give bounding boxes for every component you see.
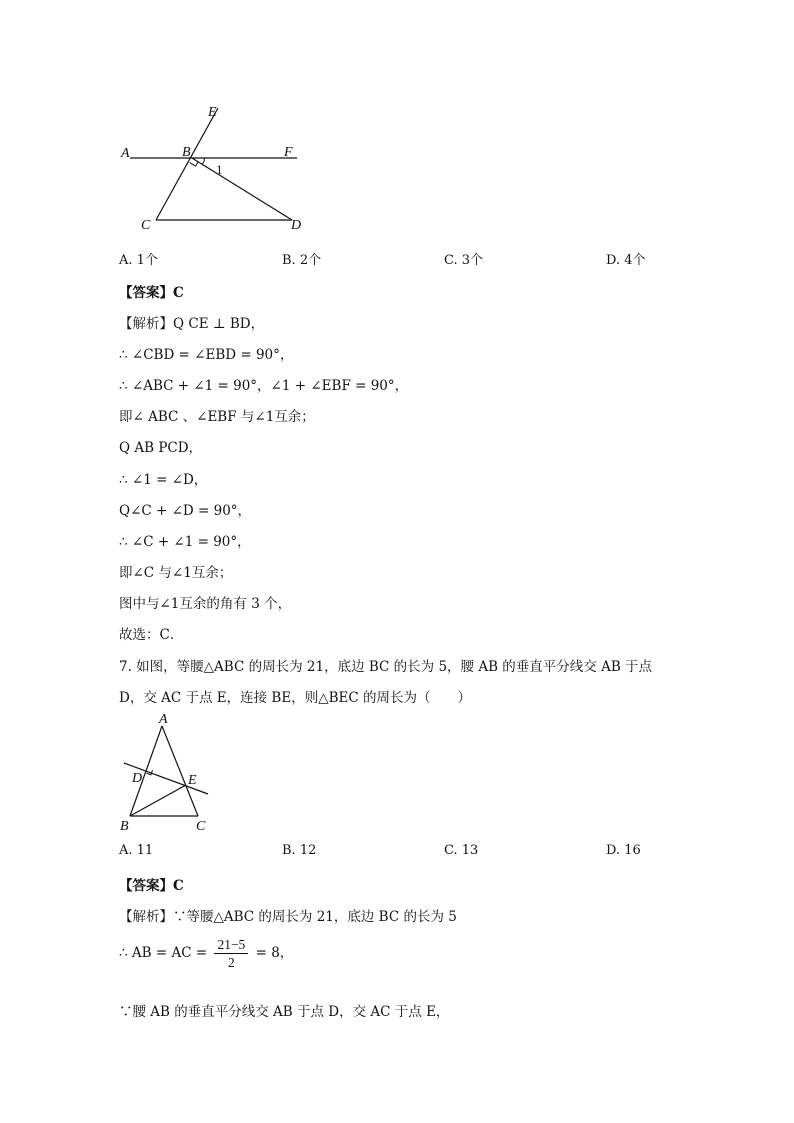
line-ec xyxy=(156,108,218,220)
side-ac xyxy=(162,726,198,816)
label-angle-1: 1 xyxy=(216,162,223,177)
equation-suffix: = 8， xyxy=(255,945,294,961)
q6-option-d: D. 4个 xyxy=(606,253,646,268)
label-d: D xyxy=(291,218,302,233)
q6-analysis-line: ∴ ∠ABC + ∠1 = 90°，∠1 + ∠EBF = 90°， xyxy=(119,378,409,394)
label-d: D xyxy=(132,771,143,786)
figure-angles xyxy=(112,98,312,240)
fraction xyxy=(214,936,248,971)
label-a: A xyxy=(121,146,130,161)
q6-analysis-line: Q AB PCD， xyxy=(119,440,203,456)
equation-prefix: ∴ AB = AC = xyxy=(119,945,208,961)
q7-question-line: 7. 如图，等腰△ABC 的周长为 21，底边 BC 的长为 5，腰 AB 的垂直平分线交 AB 于点 xyxy=(119,659,653,675)
q7-option-c: C. 13 xyxy=(444,843,479,858)
segment-be xyxy=(130,785,186,816)
q7-option-d: D. 16 xyxy=(606,843,641,858)
q7-analysis-equation xyxy=(119,936,293,971)
label-a: A xyxy=(159,712,168,727)
q6-option-b: B. 2个 xyxy=(282,253,322,268)
q6-analysis-line: 【解析】Q CE ⊥ BD， xyxy=(119,316,265,332)
q6-analysis-line: 图中与∠1互余的角有 3 个， xyxy=(119,596,292,612)
label-e: E xyxy=(188,773,197,788)
label-c: C xyxy=(196,819,206,834)
q6-analysis-line: 即∠C 与∠1互余； xyxy=(119,565,233,581)
q6-option-c: C. 3个 xyxy=(444,253,484,268)
q6-analysis-line: ∴ ∠1 = ∠D， xyxy=(119,472,208,488)
q6-answer: 【答案】C xyxy=(119,285,184,301)
q6-analysis-line: 即∠ ABC 、∠EBF 与∠1互余； xyxy=(119,409,315,425)
label-f: F xyxy=(284,145,293,160)
q7-option-b: B. 12 xyxy=(282,843,317,858)
q7-question-line: D，交 AC 于点 E，连接 BE，则△BEC 的周长为（ ） xyxy=(119,690,471,706)
line-bd xyxy=(192,158,292,220)
q6-option-a: A. 1个 xyxy=(119,253,158,268)
label-e: E xyxy=(208,105,217,120)
q7-analysis-line: ∵腰 AB 的垂直平分线交 AB 于点 D，交 AC 于点 E， xyxy=(119,1004,450,1020)
angle-1-arc xyxy=(202,158,204,164)
q6-analysis-line: ∴ ∠CBD = ∠EBD = 90°， xyxy=(119,347,294,363)
q7-analysis-line: 【解析】∵等腰△ABC 的周长为 21，底边 BC 的长为 5 xyxy=(119,909,457,925)
q7-answer: 【答案】C xyxy=(119,878,184,894)
label-c: C xyxy=(141,218,151,233)
q6-analysis-line: 故选：C． xyxy=(119,627,184,643)
fraction-numerator: 21−5 xyxy=(214,936,248,954)
figure-isosceles-triangle xyxy=(112,708,222,838)
q6-analysis-line: ∴ ∠C + ∠1 = 90°， xyxy=(119,534,251,550)
q6-analysis-line: Q∠C + ∠D = 90°， xyxy=(119,503,252,519)
q7-option-a: A. 11 xyxy=(119,843,154,858)
fraction-denominator: 2 xyxy=(228,955,235,970)
label-b: B xyxy=(182,145,191,160)
right-angle-mark xyxy=(190,162,198,166)
label-b: B xyxy=(120,819,129,834)
